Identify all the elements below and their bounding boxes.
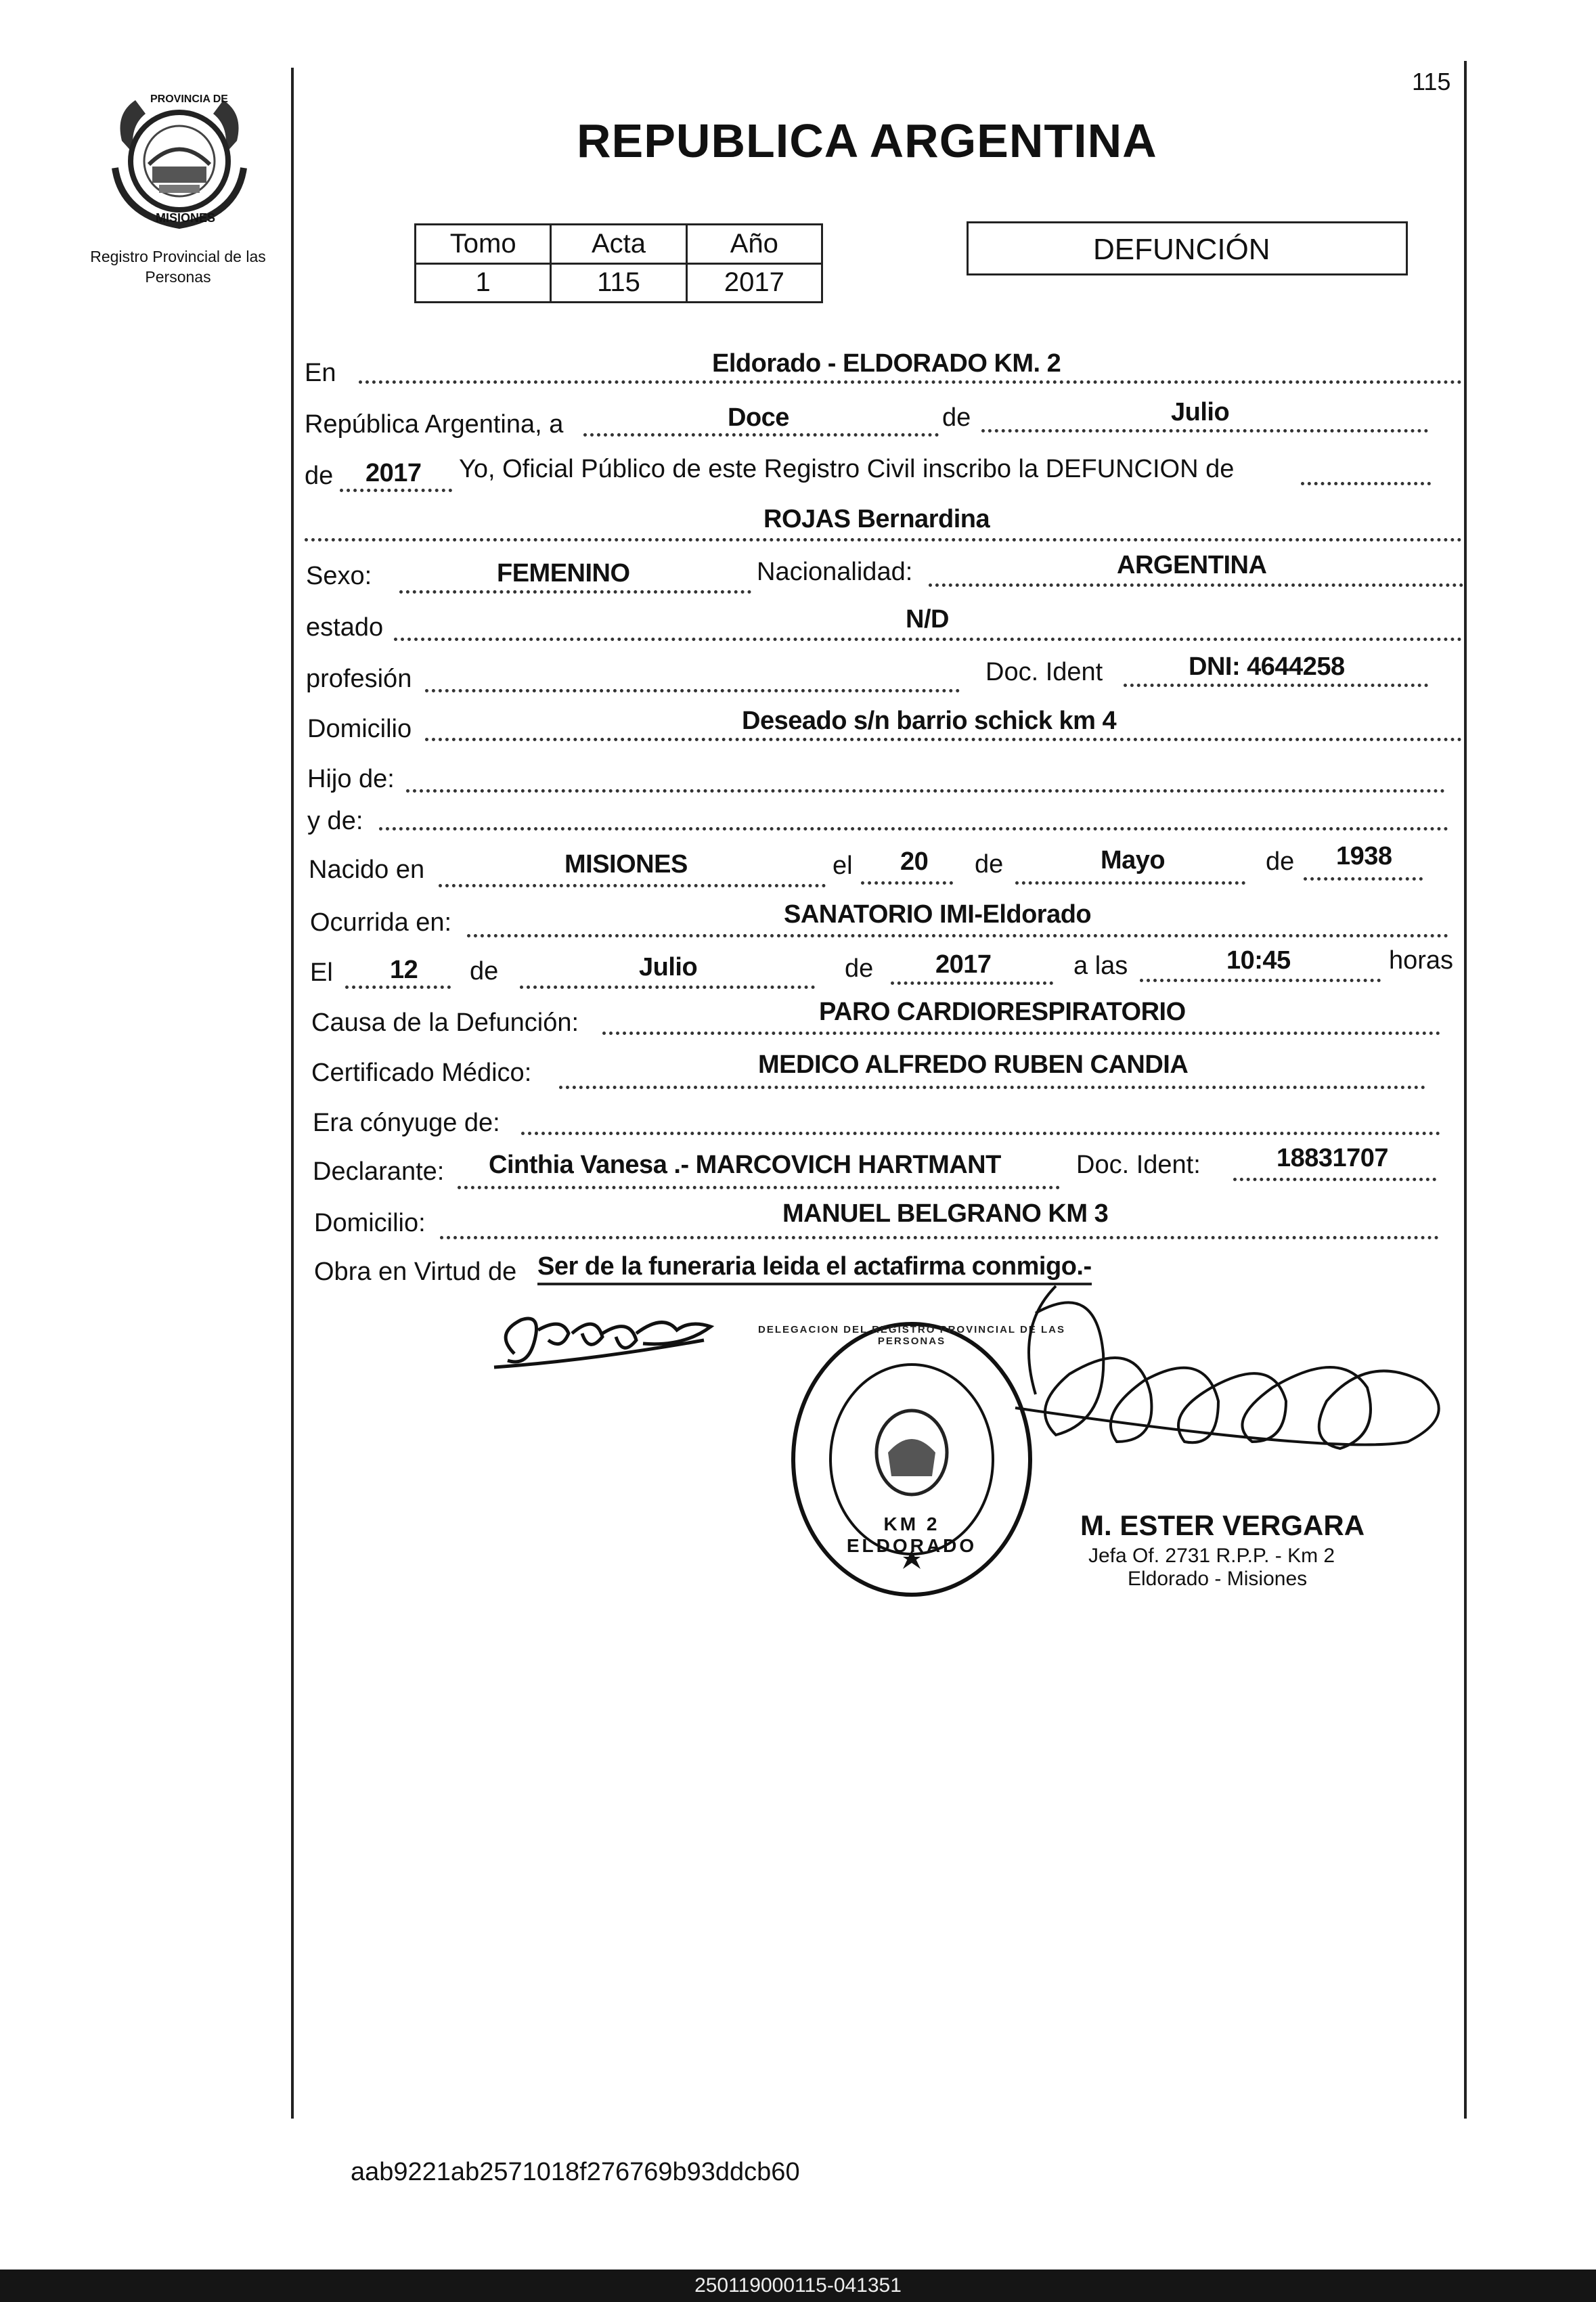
record-type-box [967,221,1408,275]
province-seal-graphic [108,87,250,232]
official-location: Eldorado - Misiones [1128,1568,1308,1590]
label-conyuge: Era cónyuge de: [313,1109,500,1137]
official-signature [988,1272,1462,1503]
label-doc-ident: Doc. Ident [985,658,1103,686]
label-sexo: Sexo: [306,562,372,590]
label-ocurrida-en: Ocurrida en: [310,908,452,937]
line-domicilio-2 [440,1236,1439,1239]
value-anio: 2017 [686,263,822,303]
field-ocurrida-dia: 12 [390,956,418,984]
field-ocurrida-anio: 2017 [935,950,992,979]
label-domicilio: Domicilio [307,715,412,743]
label-hijo-de: Hijo de: [307,765,395,793]
line-ocurrida-anio [891,981,1053,985]
line-anio [340,489,452,492]
header-anio: Año [686,225,822,264]
field-sexo: FEMENINO [497,559,630,588]
line-nacido-mes [1015,881,1245,885]
line-ocurrida-mes [520,986,815,989]
line-ocurrida-dia [345,986,451,989]
line-en [359,380,1462,384]
field-nacido-en: MISIONES [564,850,688,879]
field-ocurrida-en: SANATORIO IMI-Eldorado [784,900,1092,929]
label-y-de: y de: [307,807,363,835]
field-nombre: ROJAS Bernardina [763,505,990,533]
line-domicilio [425,738,1462,741]
line-estado [394,638,1462,641]
line-nacionalidad [929,583,1463,587]
stamp-inner-text: KM 2 ELDORADO [846,1513,977,1556]
field-causa: PARO CARDIORESPIRATORIO [819,998,1186,1026]
line-dia [583,433,939,437]
field-certificado: MEDICO ALFREDO RUBEN CANDIA [758,1050,1189,1079]
document-hash: aab9221ab2571018f276769b93ddcb60 [351,2158,800,2186]
page-title: REPUBLICA ARGENTINA [577,114,1157,167]
official-title: Jefa Of. 2731 R.P.P. - Km 2 [1088,1545,1335,1567]
line-conyuge [521,1132,1440,1135]
label-yo: Yo, Oficial Público de este Registro Civil inscribo la DEFUNCION de [459,455,1235,483]
page-number: 115 [1412,68,1451,95]
label-certificado: Certificado Médico: [311,1059,532,1087]
field-dni: DNI: 4644258 [1189,652,1345,681]
line-nacido-en [439,884,826,887]
line-dni [1124,684,1428,687]
label-profesion: profesión [306,665,412,693]
record-table-header-row [416,225,822,264]
field-nacionalidad: ARGENTINA [1117,551,1267,579]
line-yo [1301,482,1431,485]
record-type: DEFUNCIÓN [1093,233,1270,266]
field-dia-texto: Doce [728,403,789,432]
record-table [414,223,823,303]
registrar-signature [487,1293,731,1381]
right-margin-line [1464,61,1467,2119]
field-ocurrida-mes: Julio [639,953,698,981]
field-nacido-anio: 1938 [1336,842,1392,870]
line-sexo [399,590,751,594]
stamp-ring-text: DELEGACION DEL REGISTRO PROVINCIAL DE LAS PERSONAS [758,1324,1065,1347]
line-nombre [305,538,1462,541]
line-causa [602,1032,1440,1035]
label-doc-ident-2: Doc. Ident: [1076,1151,1201,1179]
line-hora [1140,979,1381,982]
label-obra: Obra en Virtud de [314,1258,517,1286]
province-seal [108,87,250,232]
label-en: En [305,359,336,387]
field-domicilio: Deseado s/n barrio schick km 4 [742,707,1117,735]
field-nacido-mes: Mayo [1101,846,1166,875]
field-nacido-dia: 20 [900,847,929,876]
line-hijo-de [406,789,1445,793]
line-mes [981,429,1428,433]
line-nacido-anio [1304,877,1423,881]
label-declarante: Declarante: [313,1157,445,1186]
label-el-big: El [310,958,333,987]
label-de-n2: de [1266,847,1295,876]
seal-text-top: PROVINCIA DE [150,93,228,105]
field-hora: 10:45 [1226,946,1291,975]
field-mes: Julio [1171,398,1230,426]
label-de-1: de [942,403,971,432]
label-de-o2: de [845,954,874,983]
label-domicilio-2: Domicilio: [314,1209,426,1237]
field-declarante-doc: 18831707 [1277,1144,1389,1172]
label-republica: República Argentina, a [305,410,564,439]
record-table-value-row [416,263,822,303]
left-margin-line [291,68,294,2119]
line-declarante-doc [1233,1178,1436,1181]
label-de-o1: de [470,957,499,986]
field-lugar: Eldorado - ELDORADO KM. 2 [712,349,1061,378]
label-causa: Causa de la Defunción: [311,1009,579,1037]
seal-text-bottom: MISIONES [156,211,216,225]
line-y-de [379,827,1448,831]
label-de-n1: de [975,850,1004,879]
field-declarante-domicilio: MANUEL BELGRANO KM 3 [782,1199,1109,1228]
value-tomo: 1 [416,263,551,303]
value-acta: 115 [551,263,686,303]
line-declarante [458,1186,1060,1189]
label-estado: estado [306,613,384,642]
label-a-las: a las [1073,952,1128,980]
label-nacido-en: Nacido en [309,856,425,884]
label-horas: horas [1389,946,1454,975]
header-tomo: Tomo [416,225,551,264]
footer-code: 250119000115-041351 [0,2270,1596,2302]
logo-caption: Registro Provincial de las Personas [90,248,266,286]
field-estado: N/D [906,605,949,634]
official-name: M. ESTER VERGARA [1080,1509,1365,1541]
label-el: el [833,851,853,880]
label-de-2: de [305,462,334,490]
field-obra: Ser de la funeraria leida el actafirma conmigo.- [537,1252,1092,1285]
line-nacido-dia [861,881,953,885]
field-declarante: Cinthia Vanesa .- MARCOVICH HARTMANT [489,1151,1001,1179]
line-certificado [559,1086,1425,1089]
field-anio: 2017 [365,459,422,487]
label-nacionalidad: Nacionalidad: [757,558,913,586]
line-profesion [425,689,960,692]
line-ocurrida-en [467,934,1448,937]
header-acta: Acta [551,225,686,264]
